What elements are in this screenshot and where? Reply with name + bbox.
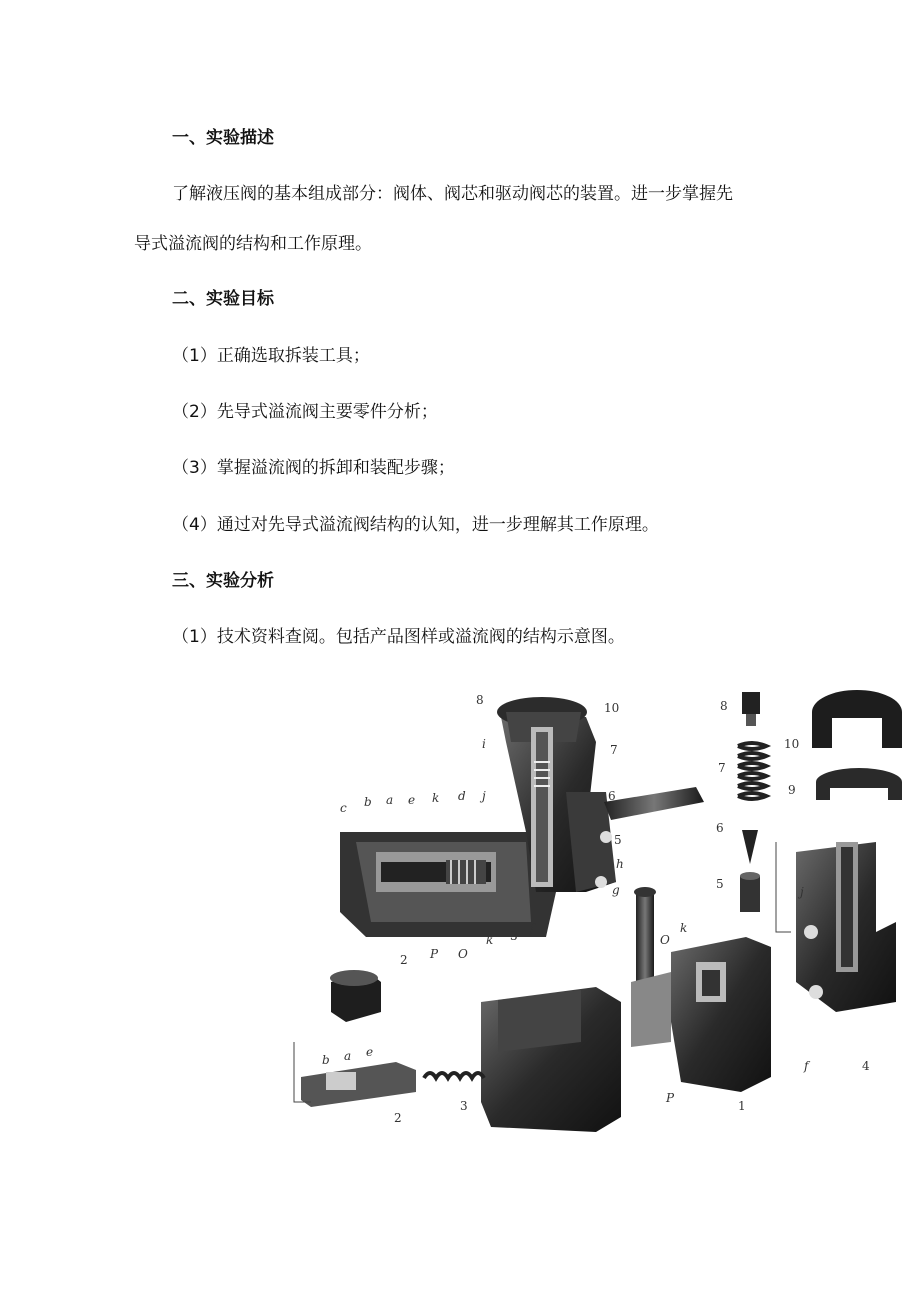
label-8a: 8 [476,693,484,707]
label-b: b [364,795,372,809]
description-paragraph-line-1: 了解液压阀的基本组成部分：阀体、阀芯和驱动阀芯的装置。进一步掌握先 [172,184,733,204]
label-k3: k [680,921,688,935]
label-h: h [616,857,624,871]
label-a2: a [344,1049,352,1063]
label-g: g [612,883,620,897]
label-c: c [340,801,347,815]
section-heading-description: 一、实验描述 [172,128,274,148]
label-6a: 6 [608,789,616,803]
label-4: 4 [862,1059,870,1073]
label-k: k [432,791,440,805]
objective-item-2: （2）先导式溢流阀主要零件分析； [172,402,438,422]
label-7a: 7 [610,743,618,757]
section-heading-objectives: 二、实验目标 [172,289,274,309]
label-e2: e [366,1045,374,1059]
label-5a: 5 [614,833,622,847]
label-b2: b [322,1053,330,1067]
section-heading-analysis: 三、实验分析 [172,571,274,591]
label-O: O [458,947,468,961]
label-O2: O [660,933,670,947]
label-f2: f [804,1059,809,1073]
label-1: 1 [738,1099,746,1113]
objective-item-4: （4）通过对先导式溢流阀结构的认知，进一步理解其工作原理。 [172,515,659,535]
label-2a: 2 [400,953,408,967]
label-d: d [458,789,466,803]
relief-valve-exploded-figure [276,682,920,1140]
label-2b: 2 [394,1111,402,1125]
label-3b: 3 [460,1099,468,1113]
label-a: a [386,793,394,807]
label-6b: 6 [716,821,724,835]
label-3a: 3 [510,929,518,943]
label-5b: 5 [716,877,724,891]
label-e: e [408,793,416,807]
label-7b: 7 [718,761,726,775]
label-P2: P [666,1091,675,1105]
label-j2: j [800,885,804,899]
objective-item-1: （1）正确选取拆装工具； [172,346,370,366]
label-9: 9 [788,783,796,797]
label-k2: k [486,933,494,947]
objective-item-3: （3）掌握溢流阀的拆卸和装配步骤； [172,458,455,478]
label-10a: 10 [604,701,620,715]
analysis-item-1: （1）技术资料查阅。包括产品图样或溢流阀的结构示意图。 [172,627,625,647]
label-8b: 8 [720,699,728,713]
label-10b: 10 [784,737,800,751]
label-i: i [482,737,486,751]
label-f: f [530,921,535,935]
label-P: P [430,947,439,961]
label-j: j [482,789,486,803]
description-paragraph-line-2: 导式溢流阀的结构和工作原理。 [134,234,372,254]
